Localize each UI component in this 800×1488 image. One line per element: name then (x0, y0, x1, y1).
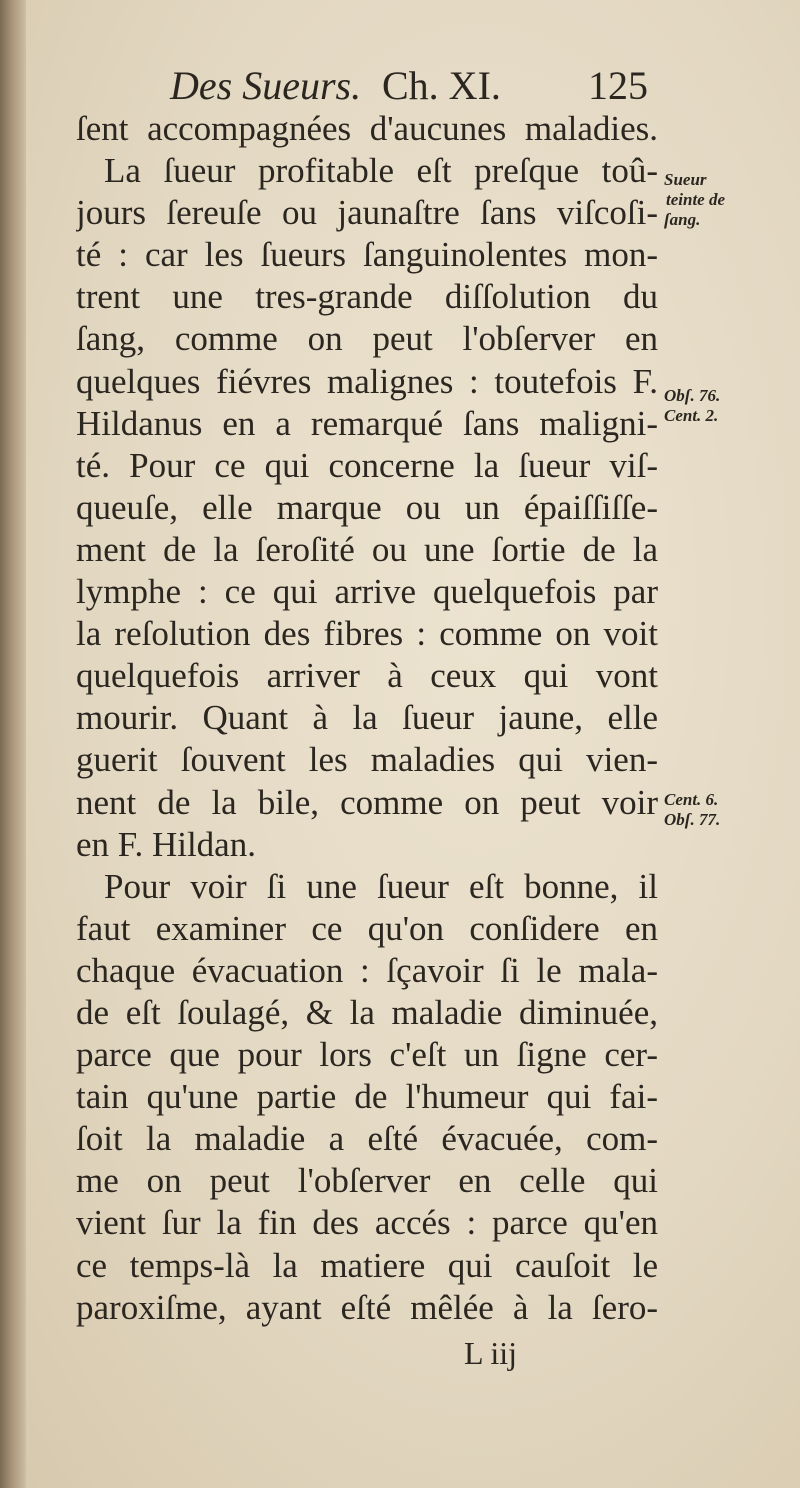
text-line: me on peut l'obſerver en celle qui (76, 1161, 658, 1201)
margin-note-line: ſang. (664, 210, 701, 229)
text-line: ſang, comme on peut l'obſerver en (76, 319, 658, 359)
text-line: té. Pour ce qui concerne la ſueur viſ- (76, 445, 658, 485)
chapter-label: Ch. XI. (382, 63, 501, 108)
text-line: de eſt ſoulagé, & la maladie diminuée, (76, 992, 658, 1032)
text-line: paroxiſme, ayant eſté mêlée à la ſero- (76, 1287, 658, 1327)
margin-note-cent-6 (664, 790, 720, 830)
margin-note-line: Cent. 6. (664, 790, 719, 809)
margin-note-line: teinte de (666, 190, 726, 209)
text-line: trent une tres-grande diſſolution du (76, 277, 658, 317)
text-line: Hildanus en a remarqué ſans maligni- (76, 403, 658, 443)
body-text (76, 108, 658, 1329)
text-line: faut examiner ce qu'on conſidere en (76, 908, 658, 948)
text-line: quelques fiévres malignes : toutefois F. (76, 361, 658, 401)
text-line: nent de la bile, comme on peut voir (76, 782, 658, 822)
text-line: queuſe, elle marque ou un épaiſſiſſe- (76, 487, 658, 527)
text-line: ce temps-là la matiere qui cauſoit le (76, 1245, 658, 1285)
margin-note-obs-76 (664, 386, 720, 426)
text-line: lymphe : ce qui arrive quelquefois par (76, 572, 658, 612)
running-title: Des Sueurs. (170, 63, 362, 108)
signature-mark: L iij (464, 1335, 518, 1371)
page-number: 125 (588, 63, 648, 108)
text-line: chaque évacuation : ſçavoir ſi le mala- (76, 950, 658, 990)
text-line: Pour voir ſi une ſueur eſt bonne, il (104, 866, 658, 906)
text-line: La ſueur profitable eſt preſque toû- (104, 151, 658, 191)
margin-note-sueur-teinte (664, 170, 725, 230)
text-line: ſoit la maladie a eſté évacuée, com- (76, 1119, 658, 1159)
text-line: mourir. Quant à la ſueur jaune, elle (76, 698, 658, 738)
text-line: jours ſereuſe ou jaunaſtre ſans viſcoſi- (76, 193, 658, 233)
text-line: ment de la ſeroſité ou une ſortie de la (76, 529, 658, 569)
text-line: quelquefois arriver à ceux qui vont (76, 656, 658, 696)
margin-note-line: Cent. 2. (664, 406, 719, 425)
text-line: parce que pour lors c'eſt un ſigne cer- (76, 1035, 658, 1075)
text-line: té : car les ſueurs ſanguinolentes mon- (76, 235, 658, 275)
text-line: en F. Hildan. (76, 824, 256, 864)
margin-note-line: Obſ. 77. (664, 810, 721, 829)
running-header (170, 62, 650, 108)
margin-note-line: Sueur (664, 170, 707, 189)
margin-note-line: Obſ. 76. (664, 386, 721, 405)
book-spine-shadow (0, 0, 26, 1488)
text-line: vient ſur la fin des accés : parce qu'en (76, 1203, 658, 1243)
text-line: ſent accompagnées d'aucunes maladies. (76, 109, 658, 148)
text-line: la reſolution des fibres : comme on voit (76, 614, 658, 654)
text-line: guerit ſouvent les maladies qui vien- (76, 740, 658, 780)
text-line: tain qu'une partie de l'humeur qui fai- (76, 1077, 658, 1117)
